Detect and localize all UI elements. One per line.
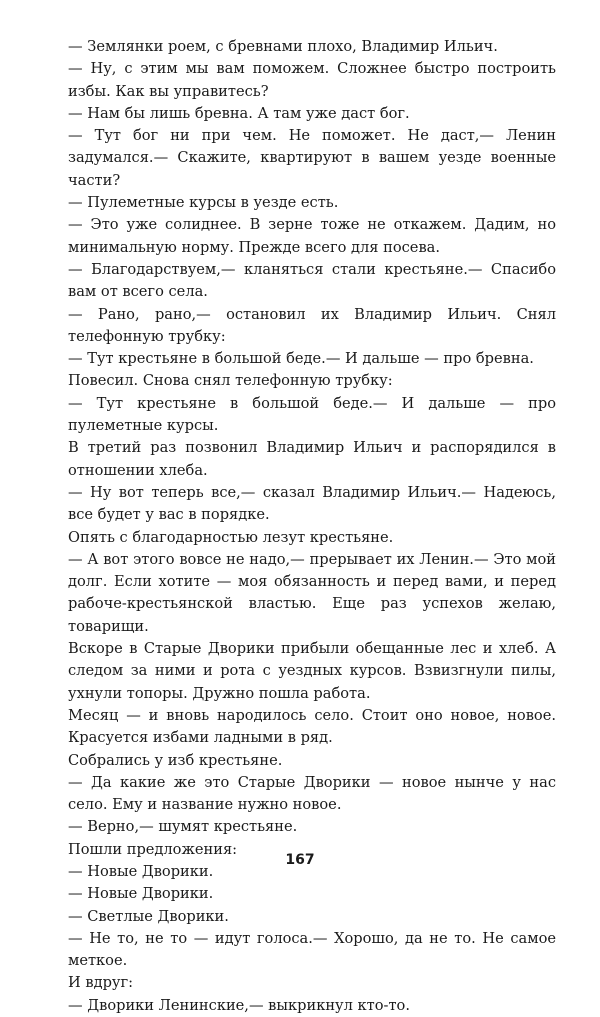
paragraph-26: И вдруг:	[68, 974, 134, 992]
paragraph-22: — Новые Дворики.	[68, 862, 214, 880]
paragraph-3: — Нам бы лишь бревна. А там уже даст бог.	[68, 104, 410, 122]
paragraph-8: — Рано, рано,— остановил их Владимир Ильич. Снял телефонную трубку:	[68, 305, 556, 345]
paragraph-17: Месяц — и вновь народилось село. Стоит оно новое, новое. Красуется избами ладными в ряд.	[68, 706, 556, 747]
paragraph-15: — А вот этого вовсе не надо,— прерывает их Ленин.— Это мой долг. Если хотите — моя обязанность и перед вами, и перед рабоче-крестьянской властью. Еще раз успехов желаю, товарищи.	[68, 550, 556, 635]
paragraph-6: — Это уже солиднее. В зерне тоже не откажем. Дадим, но минимальную норму. Прежде всего для посева.	[68, 216, 556, 256]
paragraph-9: — Тут крестьяне в большой беде.— И дальше — про бревна.	[68, 350, 534, 368]
paragraph-13: — Ну вот теперь все,— сказал Владимир Ильич.— Надеюсь, все будет у вас в порядке.	[68, 483, 556, 524]
paragraph-12: В третий раз позвонил Владимир Ильич и распорядился в отношении хлеба.	[68, 439, 556, 479]
paragraph-5: — Пулеметные курсы в уезде есть.	[68, 194, 339, 212]
paragraph-21: Пошли предложения:	[68, 840, 238, 858]
paragraph-18: Собрались у изб крестьяне.	[68, 751, 283, 769]
page-text	[68, 36, 556, 1017]
paragraph-23: — Новые Дворики.	[68, 885, 214, 903]
paragraph-20: — Верно,— шумят крестьяне.	[68, 818, 298, 836]
paragraph-1: — Землянки роем, с бревнами плохо, Владимир Ильич.	[68, 38, 498, 55]
page-number: 167	[285, 852, 315, 868]
paragraph-11: — Тут крестьяне в большой беде.— И дальше — про пулеметные курсы.	[68, 394, 556, 435]
paragraph-19: — Да какие же это Старые Дворики — новое нынче у нас село. Ему и название нужно новое.	[68, 773, 556, 814]
paragraph-27: — Дворики Ленинские,— выкрикнул кто-то.	[68, 996, 410, 1014]
paragraph-16: Вскоре в Старые Дворики прибыли обещанные лес и хлеб. А следом за ними и рота с уездных курсов. Взвизгнули пилы, ухнули топоры. Дружно пошла работа.	[68, 640, 556, 702]
paragraph-2: — Ну, с этим мы вам поможем. Сложнее быстро построить избы. Как вы управитесь?	[68, 60, 556, 100]
paragraph-14: Опять с благодарностью лезут крестьяне.	[68, 528, 394, 546]
paragraph-7: — Благодарствуем,— кланяться стали крестьяне.— Спасибо вам от всего села.	[68, 260, 556, 301]
paragraph-4: — Тут бог ни при чем. Не поможет. Не даст,— Ленин задумался.— Скажите, квартируют в вашем уезде военные части?	[68, 127, 556, 189]
paragraph-10: Повесил. Снова снял телефонную трубку:	[68, 372, 393, 390]
paragraph-25: — Не то, не то — идут голоса.— Хорошо, да не то. Не самое меткое.	[68, 929, 556, 970]
paragraph-24: — Светлые Дворики.	[68, 907, 229, 925]
